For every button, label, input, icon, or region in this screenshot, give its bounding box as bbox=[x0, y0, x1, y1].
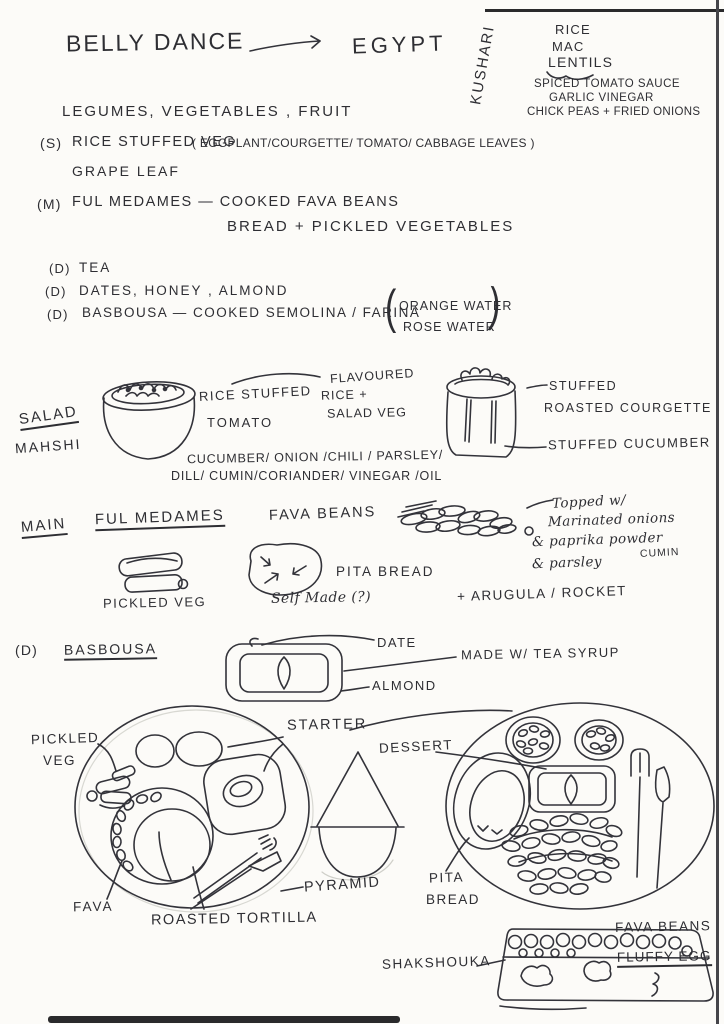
flavoured-note: RICE + bbox=[320, 387, 368, 403]
dessert-label: DESSERT bbox=[378, 737, 454, 756]
kushari-component: RICE bbox=[555, 22, 591, 37]
main-line: FUL MEDAMES — COOKED FAVA BEANS bbox=[72, 194, 400, 210]
salad-bowl-sketch bbox=[102, 380, 195, 459]
salad-heading: SALAD bbox=[18, 404, 79, 431]
ful-medames-label: FUL MEDAMES bbox=[95, 508, 225, 531]
paren-close: ) bbox=[487, 278, 504, 334]
stuffed-label: STUFFED bbox=[549, 379, 618, 393]
dessert-item-basbousa: BASBOUSA — COOKED SEMOLINA / FARINA bbox=[82, 305, 421, 320]
courgette-sketch bbox=[447, 368, 516, 457]
fava-beans-pile-sketch bbox=[398, 501, 533, 537]
scan-edge-right bbox=[716, 0, 719, 1024]
flavoured-note: SALAD VEG bbox=[326, 405, 407, 421]
stuffed-cucumber-label: STUFFED CUCUMBER bbox=[547, 434, 711, 453]
menu-intro: LEGUMES, VEGETABLES , FRUIT bbox=[62, 103, 353, 120]
basbousa-option: ROSE WATER bbox=[403, 320, 496, 334]
title-arrow-icon bbox=[250, 36, 320, 51]
fava-label: FAVA bbox=[72, 898, 114, 915]
starter-label: STARTER bbox=[286, 716, 368, 734]
kushari-note: CHICK PEAS + FRIED ONIONS bbox=[527, 106, 701, 118]
date-callout: DATE bbox=[377, 635, 417, 650]
dessert-code: (D) bbox=[49, 261, 71, 276]
roasted-tortilla-label: ROASTED TORTILLA bbox=[150, 909, 318, 929]
kushari-component: MAC bbox=[552, 39, 585, 54]
pita-bread-label: PITA BREAD bbox=[336, 564, 435, 579]
seasoning-line: CUCUMBER/ ONION /CHILI / PARSLEY/ bbox=[186, 447, 444, 467]
dessert-code: (D) bbox=[15, 642, 39, 658]
dessert-code: (D) bbox=[45, 284, 67, 299]
veg-label: VEG bbox=[43, 753, 77, 768]
pita-bread-sketch bbox=[249, 544, 321, 595]
starter-extra: GRAPE LEAF bbox=[72, 163, 180, 179]
pyramid-label: PYRAMID bbox=[303, 874, 382, 896]
basbousa-heading: BASBOUSA bbox=[64, 641, 157, 660]
paren-open: ( bbox=[385, 281, 398, 335]
starter-line: RICE STUFFED VEG bbox=[72, 134, 237, 150]
pita-label: PITA bbox=[428, 869, 465, 886]
rice-stuffed-label: RICE STUFFED bbox=[198, 383, 312, 404]
self-made-note: Self Made (?) bbox=[270, 589, 372, 607]
shakshouka-label: SHAKSHOUKA bbox=[381, 953, 491, 972]
mahshi-label: MAHSHI bbox=[14, 435, 82, 457]
pickled-veg-sketch bbox=[118, 552, 187, 592]
dessert-item-dates: DATES, HONEY , ALMOND bbox=[79, 283, 289, 298]
starter-code: (S) bbox=[40, 135, 63, 151]
topping-note: Topped w/ bbox=[551, 492, 627, 512]
kushari-note: GARLIC VINEGAR bbox=[549, 92, 654, 104]
almond-callout: ALMOND bbox=[372, 678, 437, 693]
arugula-note: + ARUGULA / ROCKET bbox=[456, 583, 628, 604]
seasoning-line: DILL/ CUMIN/CORIANDER/ VINEGAR /OIL bbox=[171, 469, 443, 483]
page-title: BELLY DANCE bbox=[65, 27, 245, 57]
scan-edge-bottom bbox=[48, 1016, 400, 1023]
cumin-note: CUMIN bbox=[639, 545, 680, 561]
pickled-label: PICKLED bbox=[30, 729, 100, 748]
pickled-veg-label: PICKLED VEG bbox=[102, 594, 207, 611]
shakshouka-sketch bbox=[477, 929, 713, 1009]
kushari-component: LENTILS bbox=[548, 54, 614, 70]
pyramid-sketch bbox=[311, 752, 404, 880]
bread-label: BREAD bbox=[426, 892, 481, 907]
topping-note: Marinated onions bbox=[547, 509, 676, 531]
right-plate-leader-lines bbox=[436, 752, 546, 871]
basbousa-option: ORANGE WATER bbox=[399, 299, 513, 313]
country-label: EGYPT bbox=[351, 30, 447, 59]
left-plate-sketch bbox=[75, 706, 313, 912]
courgette-leader-lines bbox=[505, 385, 547, 448]
right-plate-sketch bbox=[442, 703, 714, 909]
scan-edge-top bbox=[485, 9, 724, 12]
main-code: (M) bbox=[37, 196, 62, 212]
dessert-code: (D) bbox=[47, 307, 69, 322]
fava-beans-label: FAVA BEANS bbox=[268, 504, 377, 524]
starter-detail: ( EGGPLANT/COURGETTE/ TOMATO/ CABBAGE LEAVES ) bbox=[192, 136, 535, 150]
kushari-label: KUSHARI bbox=[467, 23, 499, 107]
roasted-courgette-label: ROASTED COURGETTE bbox=[544, 401, 712, 415]
main-heading: MAIN bbox=[20, 516, 67, 539]
kushari-note: SPICED TOMATO SAUCE bbox=[534, 78, 681, 90]
tea-syrup-callout: MADE W/ TEA SYRUP bbox=[460, 644, 621, 663]
basbousa-sketch bbox=[226, 638, 342, 701]
fluffy-egg-note: FLUFFY EGG bbox=[617, 949, 712, 968]
topping-note: & paprika powder bbox=[531, 529, 663, 551]
topping-note: & parsley bbox=[531, 553, 603, 573]
tomato-label: TOMATO bbox=[207, 415, 274, 430]
topped-leader-line bbox=[527, 500, 553, 508]
fava-beans-note: FAVA BEANS bbox=[614, 918, 712, 935]
main-detail: BREAD + PICKLED VEGETABLES bbox=[227, 218, 515, 235]
flavoured-note: FLAVOURED bbox=[329, 366, 415, 386]
dessert-item-tea: TEA bbox=[79, 260, 112, 275]
